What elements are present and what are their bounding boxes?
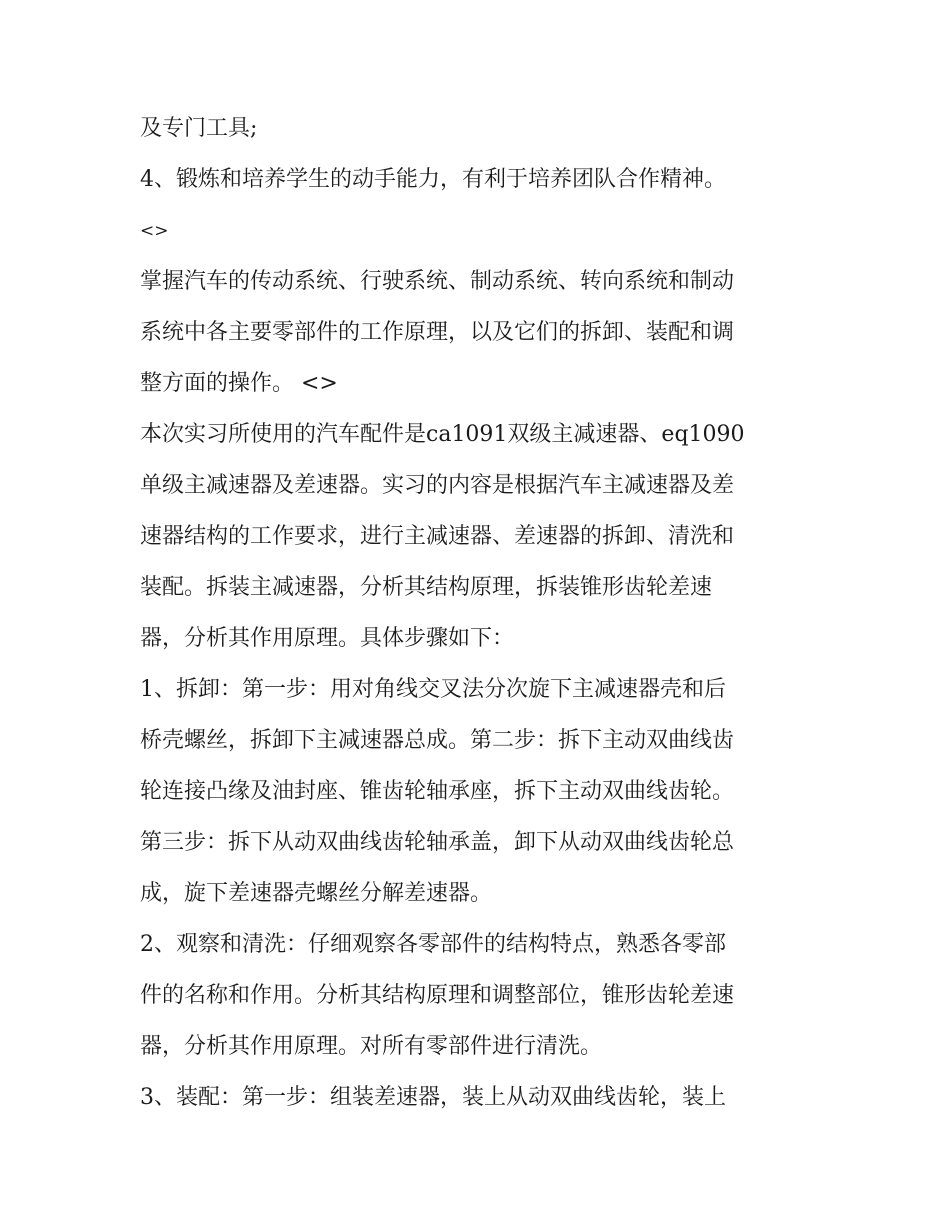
text-line: 4、锻炼和培养学生的动手能力，有利于培养团队合作精神。 <box>140 167 726 192</box>
text-line: 3、装配：第一步：组装差速器，装上从动双曲线齿轮，装上 <box>140 1085 726 1110</box>
text-line: 成，旋下差速器壳螺丝分解差速器。 <box>140 881 493 906</box>
text-line: 轮连接凸缘及油封座、锥齿轮轴承座，拆下主动双曲线齿轮。 <box>140 779 735 804</box>
text-line: 单级主减速器及差速器。实习的内容是根据汽车主减速器及差 <box>140 473 735 498</box>
text-line: 装配。拆装主减速器，分析其结构原理，拆装锥形齿轮差速 <box>140 575 713 600</box>
body-text <box>140 107 820 1127</box>
text-line: 2、观察和清洗：仔细观察各零部件的结构特点，熟悉各零部 <box>140 932 726 957</box>
text-line: 本次实习所使用的汽车配件是ca1091双级主减速器、eq1090 <box>140 422 745 447</box>
text-line: 及专门工具; <box>140 116 258 141</box>
text-line: 系统中各主要零部件的工作原理，以及它们的拆卸、装配和调 <box>140 320 735 345</box>
text-line: 件的名称和作用。分析其结构原理和调整部位，锥形齿轮差速 <box>140 983 735 1008</box>
text-line: 整方面的操作。 <> <box>140 371 338 396</box>
text-line: 器，分析其作用原理。对所有零部件进行清洗。 <box>140 1034 603 1059</box>
text-line: 第三步：拆下从动双曲线齿轮轴承盖，卸下从动双曲线齿轮总 <box>140 830 735 855</box>
text-line: 掌握汽车的传动系统、行驶系统、制动系统、转向系统和制动 <box>140 269 735 294</box>
text-line: 桥壳螺丝，拆卸下主减速器总成。第二步：拆下主动双曲线齿 <box>140 728 735 753</box>
text-line: <> <box>140 221 169 241</box>
text-line: 速器结构的工作要求，进行主减速器、差速器的拆卸、清洗和 <box>140 524 735 549</box>
text-line: 1、拆卸：第一步：用对角线交叉法分次旋下主减速器壳和后 <box>140 677 726 702</box>
text-line: 器，分析其作用原理。具体步骤如下： <box>140 626 515 651</box>
